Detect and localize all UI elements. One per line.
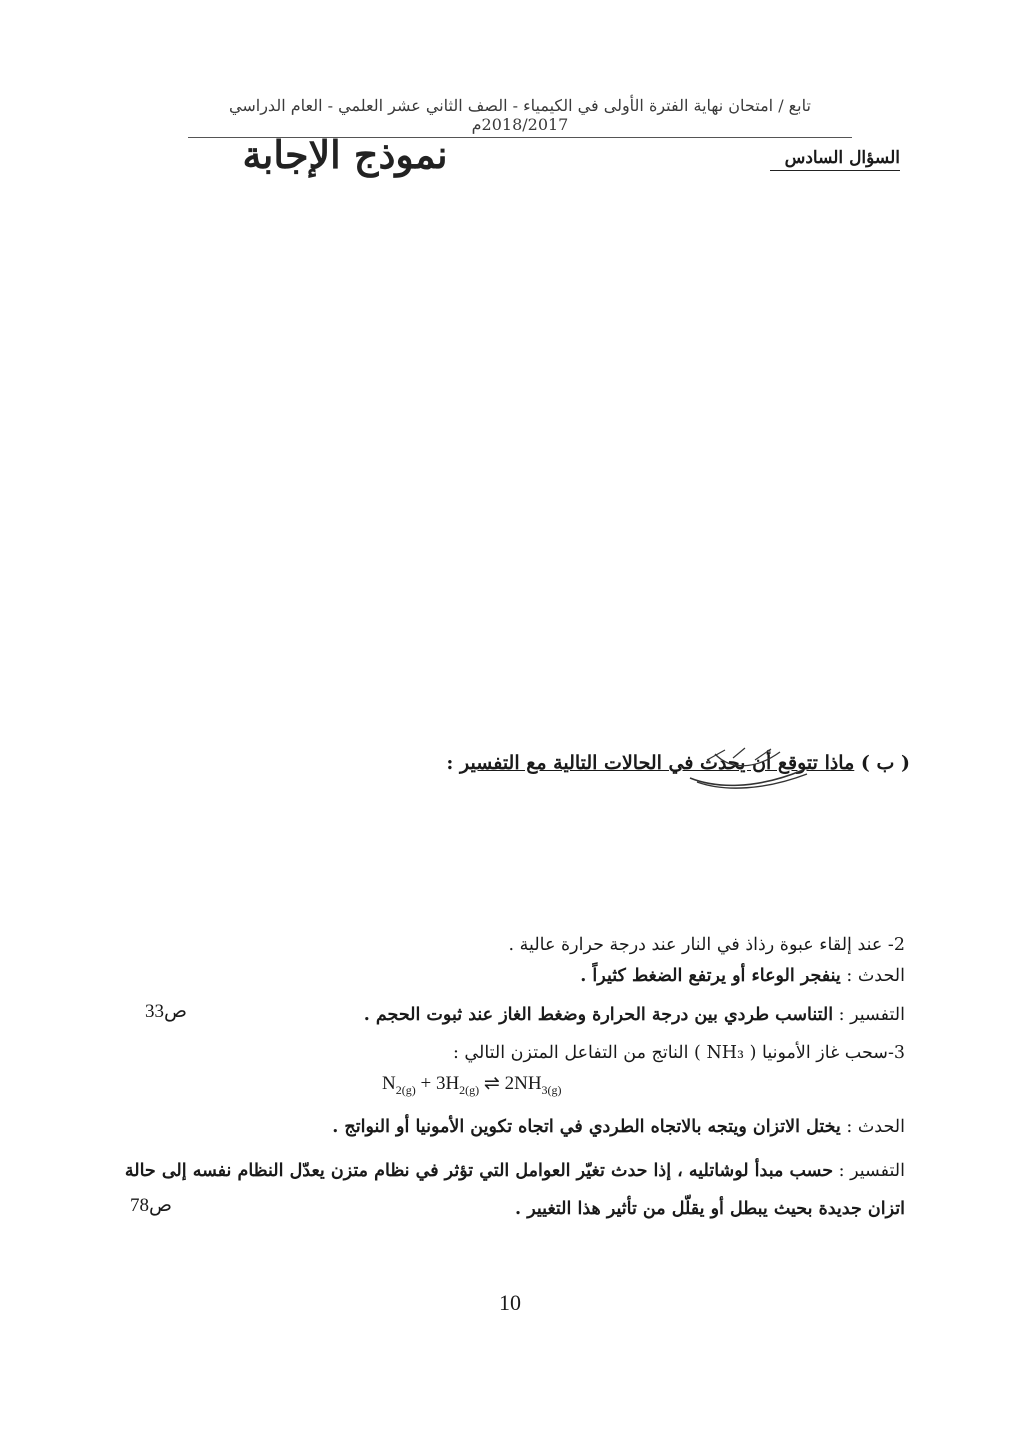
equation-n2-sub: 2(g) [395, 1082, 416, 1097]
equation-n2: N [382, 1073, 396, 1094]
item2-event-label: الحدث : [840, 966, 905, 986]
ammonia-equilibrium-equation [382, 1072, 682, 1098]
answer-key-title: نموذج الإجابة [242, 132, 448, 177]
item3-explanation-line1 [110, 1158, 905, 1184]
handwritten-scribble-icon [685, 740, 815, 790]
item2-event [110, 963, 905, 989]
equation-nh3-sub: 3(g) [541, 1082, 562, 1097]
section-b-title: ماذا تتوقع أن يحدث في الحالات التالية مع التفسير [460, 752, 855, 774]
item3-explanation-label: التفسير : [833, 1161, 905, 1181]
equation-nh3: 2NH [504, 1073, 542, 1094]
item3-explanation-text-1: حسب مبدأ لوشاتليه ، إذا حدث تغيّر العوامل التي تؤثر في نظام متزن يعدّل النظام نفسه إلى حالة [124, 1161, 834, 1181]
exam-header: تابع / امتحان نهاية الفترة الأولى في الكيمياء - الصف الثاني عشر العلمي - العام الدراسي 2018/2017م [188, 96, 852, 138]
item3-event-text: يختل الاتزان ويتجه بالاتجاه الطردي في اتجاه تكوين الأمونيا أو النواتج . [332, 1117, 841, 1137]
equation-h2: + 3H [415, 1073, 460, 1094]
item2-prompt: 2- عند إلقاء عبوة رذاذ في النار عند درجة حرارة عالية . [508, 935, 905, 955]
item2-event-text: ينفجر الوعاء أو يرتفع الضغط كثيراً . [580, 966, 841, 986]
item3-event [110, 1114, 905, 1140]
equilibrium-arrow-icon: ⇌ [479, 1073, 505, 1094]
item3-prompt: 3-سحب غاز الأمونيا ( NH₃ ) الناتج من التفاعل المتزن التالي : [452, 1043, 905, 1063]
equation-h2-sub: 2(g) [459, 1082, 480, 1097]
section-b-prefix: ( ب ) [854, 752, 910, 774]
item2-explanation-text: التناسب طردي بين درجة الحرارة وضغط الغاز عند ثبوت الحجم . [363, 1005, 834, 1025]
item3-explanation-line2: اتزان جديدة بحيث يبطل أو يقلّل من تأثير هذا التغيير . [515, 1199, 905, 1219]
item2-explanation [110, 1002, 905, 1028]
section-b-heading [440, 752, 910, 774]
page-number: 10 [499, 1290, 521, 1315]
item3-event-label: الحدث : [840, 1117, 905, 1137]
question-number: السؤال السادس [770, 148, 900, 171]
item2-explanation-label: التفسير : [833, 1005, 905, 1025]
section-b-suffix: : [446, 752, 461, 774]
item2-page-ref: ص33 [145, 1001, 187, 1022]
item3-page-ref: ص78 [130, 1195, 172, 1216]
